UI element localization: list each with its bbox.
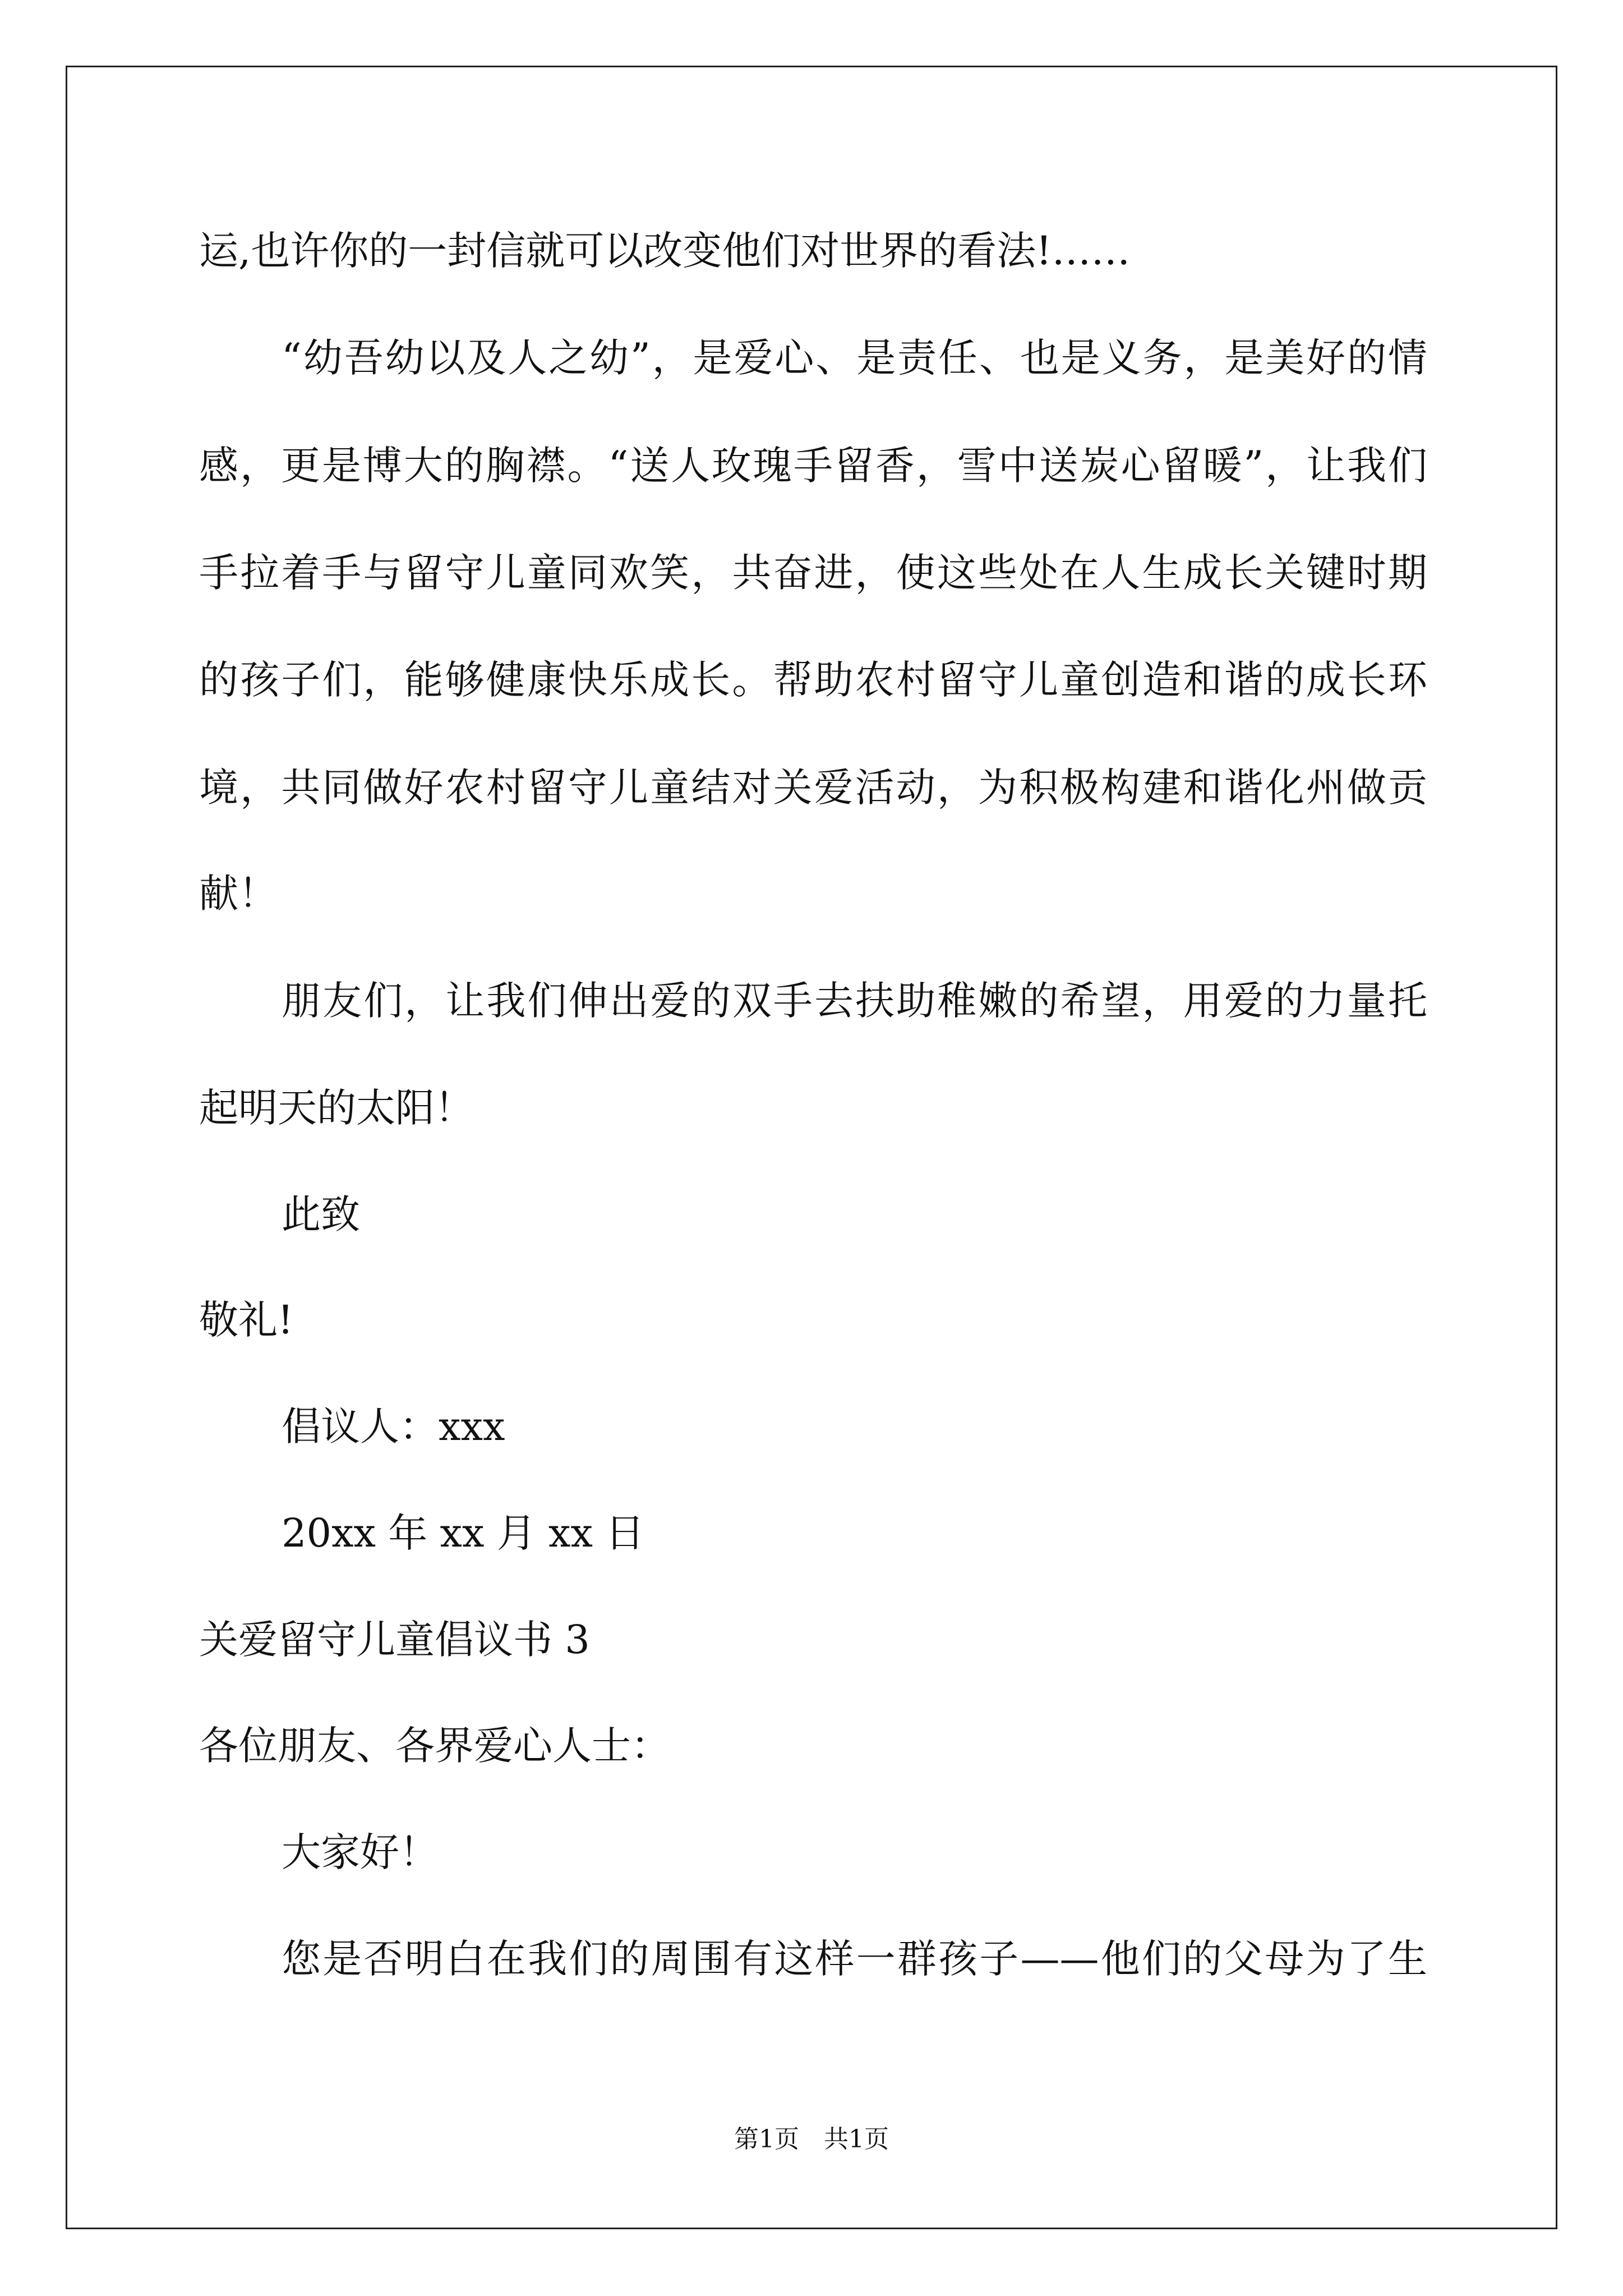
closing-phrase: 此致 <box>282 1191 360 1237</box>
text-line-3: 感，更是博大的胸襟。“送人玫瑰手留香，雪中送炭心留暖”，让我们 <box>199 443 1427 489</box>
greeting: 大家好！ <box>282 1829 439 1875</box>
text-line-1: 运,也许你的一封信就可以改变他们对世界的看法!…… <box>199 228 1131 274</box>
text-line-17: 您是否明白在我们的周围有这样一群孩子——他们的父母为了生 <box>282 1936 1427 1982</box>
greeting-recipients: 各位朋友、各界爱心人士： <box>199 1723 670 1769</box>
text-line-9: 起明天的太阳！ <box>199 1085 474 1131</box>
page-border <box>66 66 1557 2229</box>
section-title: 关爱留守儿童倡议书 3 <box>199 1617 590 1663</box>
text-line-4: 手拉着手与留守儿童同欢笑，共奋进，使这些处在人生成长关键时期 <box>199 550 1427 596</box>
text-line-2: “幼吾幼以及人之幼”，是爱心、是责任、也是义务，是美好的情 <box>282 335 1427 381</box>
text-line-5: 的孩子们，能够健康快乐成长。帮助农村留守儿童创造和谐的成长环 <box>199 657 1427 703</box>
text-line-7: 献！ <box>199 871 278 917</box>
date-line: 20xx 年 xx 月 xx 日 <box>282 1510 645 1556</box>
text-line-6: 境，共同做好农村留守儿童结对关爱活动，为积极构建和谐化州做贡 <box>199 765 1427 811</box>
page-number: 第1页 共1页 <box>734 2125 889 2154</box>
proposer-line: 倡议人：xxx <box>282 1404 505 1450</box>
salutation: 敬礼! <box>199 1297 294 1343</box>
text-line-8: 朋友们，让我们伸出爱的双手去扶助稚嫩的希望，用爱的力量托 <box>282 978 1427 1024</box>
